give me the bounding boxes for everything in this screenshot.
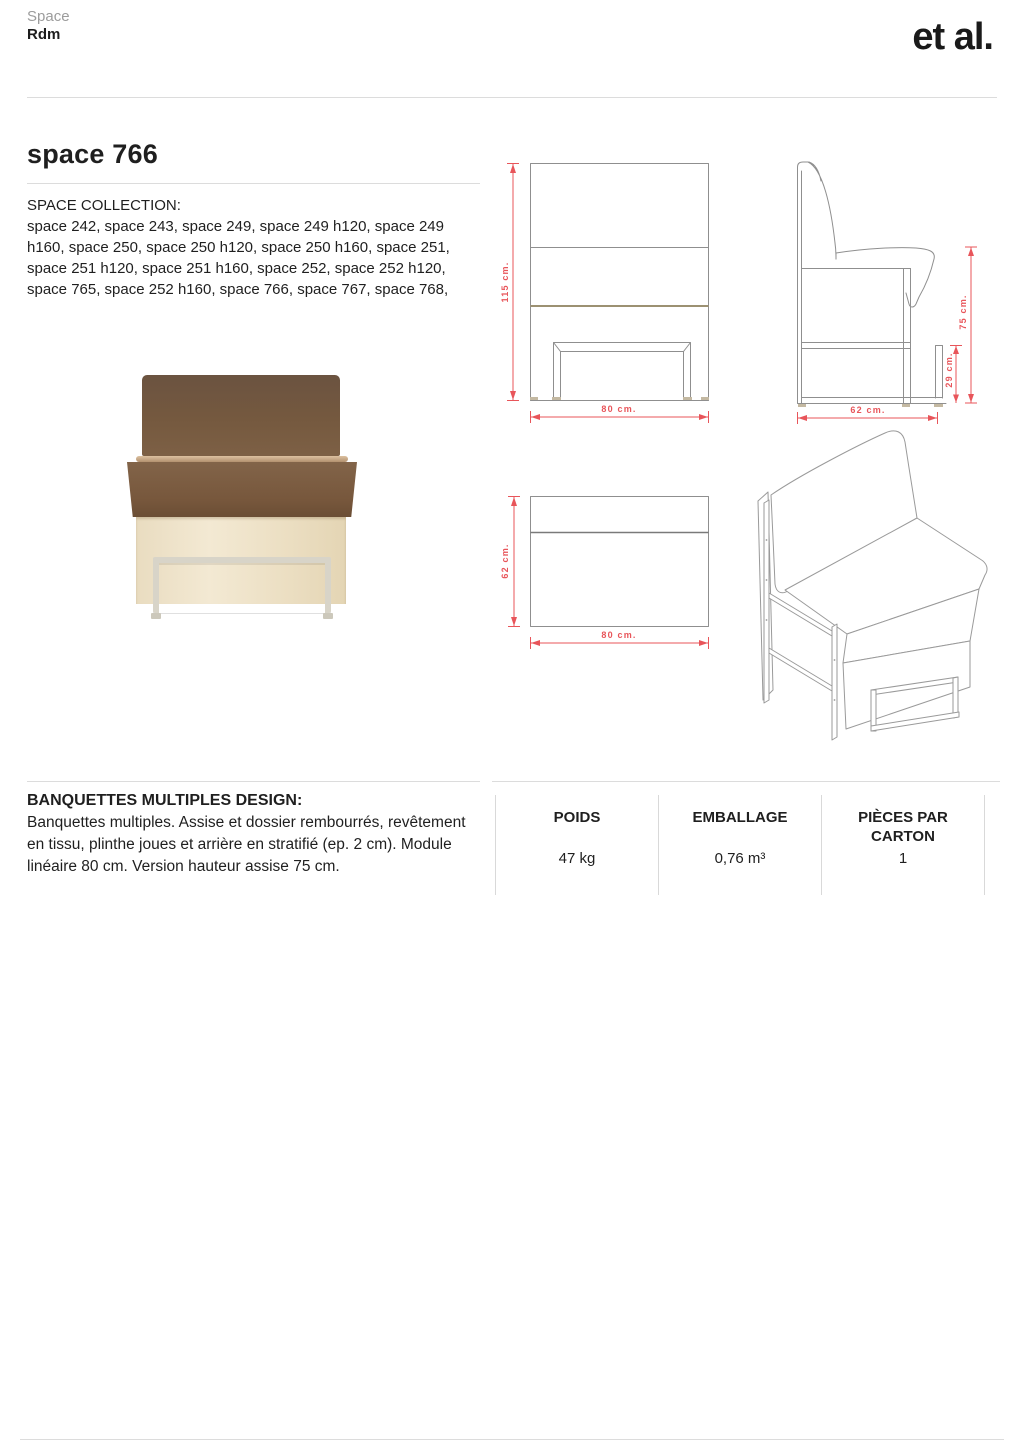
spec-label-pieces: PIÈCES PAR CARTON — [858, 809, 948, 845]
plan-width-dim: 80 cm. — [601, 630, 637, 640]
spec-label-emballage: EMBALLAGE — [692, 809, 788, 826]
designer-name: Rdm — [27, 26, 61, 43]
side-depth-dim: 62 cm. — [850, 405, 886, 415]
collection-list: space 242, space 243, space 249, space 249 h120, space 249 h160, space 250, space 250 h120, space 250 h160, space 251, space 251 h120, space 251 h160, space 252, space 252 h120, space 765, space 252 h160, space 766, space 767, space 768, — [27, 218, 450, 298]
description-body: Banquettes multiples. Assise et dossier rembourrés, revêtement en tissu, plinthe joues et arrière en stratifié (ep. 2 cm). Module linéaire 80 cm. Version hauteur assise 75 cm. — [27, 814, 466, 875]
footrest-foot-left — [151, 613, 161, 619]
description-heading: BANQUETTES MULTIPLES DESIGN: — [27, 792, 303, 809]
specs-table — [495, 795, 985, 895]
drawing-front-view — [495, 152, 725, 430]
specs-divider — [492, 781, 1000, 782]
product-photo — [120, 372, 370, 622]
spec-value-emballage: 0,76 m³ — [714, 850, 766, 867]
backrest-cushion — [142, 375, 340, 456]
metal-footrest — [153, 557, 331, 613]
seat-cushion — [127, 462, 357, 517]
title-divider — [27, 183, 480, 184]
collection-block — [27, 195, 483, 300]
spec-column-pieces — [821, 795, 985, 895]
description-divider — [27, 781, 480, 782]
header-divider — [27, 97, 997, 98]
side-height-dim: 75 cm. — [958, 294, 968, 330]
side-footrest-dim: 29 cm. — [944, 352, 954, 388]
spec-column-emballage — [658, 795, 821, 895]
front-height-dim: 115 cm. — [500, 261, 510, 303]
spec-label-poids: POIDS — [553, 809, 601, 826]
drawing-isometric-view — [740, 420, 1024, 750]
spec-value-poids: 47 kg — [558, 850, 596, 867]
spec-column-poids — [495, 795, 658, 895]
footer-divider — [20, 1439, 1004, 1440]
description-block — [27, 792, 482, 878]
product-title: space 766 — [27, 139, 158, 169]
brand-logo: et al. — [912, 16, 993, 58]
collection-name-label: Space — [27, 8, 70, 25]
drawing-plan-view — [495, 485, 725, 655]
drawing-side-view — [770, 145, 1024, 430]
spec-value-pieces: 1 — [898, 850, 908, 867]
seat-piping — [136, 456, 348, 462]
collection-heading: SPACE COLLECTION: — [27, 197, 181, 214]
plan-depth-dim: 62 cm. — [500, 543, 510, 579]
front-width-dim: 80 cm. — [601, 404, 637, 414]
footrest-foot-right — [323, 613, 333, 619]
